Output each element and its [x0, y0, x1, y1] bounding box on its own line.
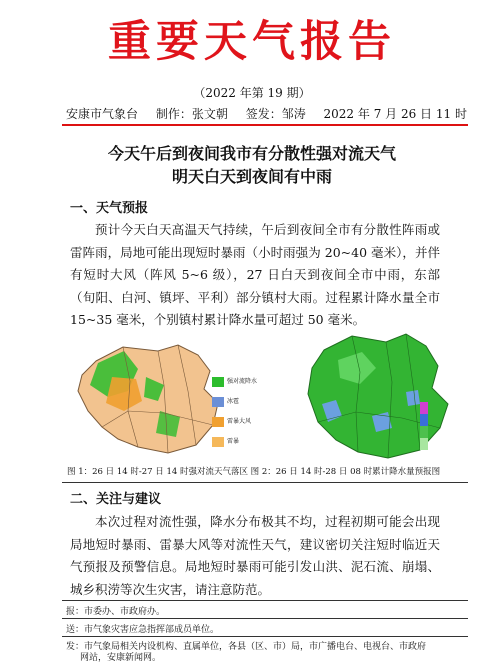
legend-swatch — [212, 377, 224, 387]
issue-date: 2022 年 7 月 26 日 11 时 — [323, 107, 467, 121]
footer-distribute-to-cont: 网站，安康新闻网。 — [80, 653, 162, 663]
legend-item-thunderstorm: 雷暴 — [212, 436, 239, 447]
scale-step — [420, 402, 428, 414]
report-title: 重要天气报告 — [108, 17, 396, 67]
section-1-title: 一、天气预报 — [70, 201, 149, 216]
section-2-title: 二、关注与建议 — [70, 492, 162, 507]
precip-zone-heavy-3 — [406, 390, 420, 406]
signer: 签发：邹涛 — [245, 107, 306, 121]
issue-number: （2022 年第 19 期） — [193, 86, 311, 100]
footer-divider-top — [62, 600, 468, 601]
figure-caption: 图 1：26 日 14 时-27 日 14 时强对流天气落区 图 2：26 日 14 时-28 日 08 时累计降水量预报图 — [67, 467, 441, 477]
scale-step — [420, 438, 428, 450]
legend-item-hail: 冰雹 — [212, 396, 239, 407]
legend-item-convective-rain: 强对流降水 — [212, 376, 257, 387]
footer-send-to: 送：市气象灾害应急指挥部成员单位。 — [66, 625, 220, 635]
legend-swatch — [212, 417, 224, 427]
caption-divider — [62, 482, 468, 483]
section-2-text: 本次过程对流性强，降水分布极其不均，过程初期可能会出现局地短时暴雨、雷暴大风等对流性天气，建议密切关注短时临近天气预报及预警信息。局地短时暴雨可能引发山洪、泥石流、崩塌、城乡积涝等次生灾害，请注意防范。 — [70, 514, 440, 597]
headline-line-2: 明天白天到夜间有中雨 — [171, 167, 332, 186]
legend-swatch — [212, 437, 224, 447]
header-divider — [62, 124, 468, 126]
ankang-region-outline — [78, 345, 218, 453]
scale-step — [420, 414, 428, 426]
headline-line-1: 今天午后到夜间我市有分散性强对流天气 — [107, 144, 396, 163]
footer-report-to: 报：市委办、市政府办。 — [66, 607, 166, 617]
footer-distribute-to: 发：市气象局相关内设机构、直属单位，各县（区、市）局，市广播电台、电视台、市政府 — [66, 642, 427, 652]
issuing-org: 安康市气象台 — [66, 107, 139, 121]
maker: 制作：张文朝 — [155, 107, 228, 121]
footer-divider-1 — [62, 618, 468, 619]
scale-step — [420, 426, 428, 438]
report-meta — [66, 105, 466, 122]
legend-item-thunderstorm-wind: 雷暴大风 — [212, 416, 251, 427]
precipitation-forecast-map — [302, 332, 452, 460]
precip-color-scale — [420, 402, 428, 450]
footer-divider-2 — [62, 636, 468, 637]
legend-swatch — [212, 397, 224, 407]
section-1-text: 预计今天白天高温天气持续，午后到夜间全市有分散性阵雨或雷阵雨，局地可能出现短时暴雨（小时雨强为 20~40 毫米），并伴有短时大风（阵风 5~6 级），27 日白天到夜间全市中雨，东部（旬阳、白河、镇坪、平利）部分镇村大雨。过程累计降水量全市 15~35 毫米，个别镇村累计降水量可超过 50 毫米。 — [70, 222, 440, 327]
